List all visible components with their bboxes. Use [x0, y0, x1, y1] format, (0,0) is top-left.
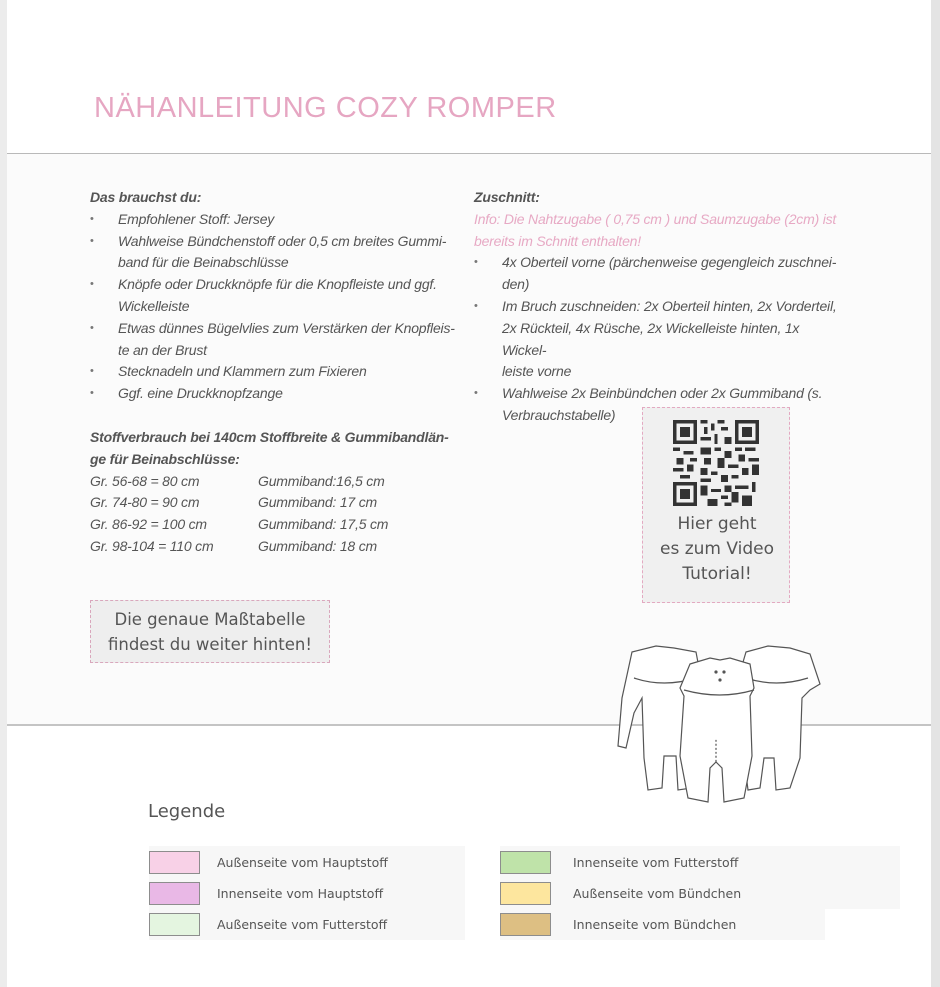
- legend-swatch: [500, 913, 551, 936]
- legend-title: Legende: [148, 801, 226, 822]
- needs-heading: Das brauchst du:: [90, 189, 202, 205]
- table-row: Gr. 56-68 = 80 cm Gummiband:16,5 cm: [90, 472, 385, 489]
- romper-illustration: [604, 638, 836, 810]
- table-row: Gr. 86-92 = 100 cm Gummiband: 17,5 cm: [90, 516, 389, 533]
- legend-item: Innenseite vom Futterstoff: [500, 850, 738, 874]
- legend-item: Innenseite vom Bündchen: [500, 912, 736, 936]
- list-item: • Etwas dünnes Bügelvlies zum Verstärken der Knopfleis- te an der Brust: [90, 318, 460, 362]
- qr-caption: Hier geht es zum Video Tutorial!: [659, 514, 774, 584]
- legend-item: Innenseite vom Hauptstoff: [149, 881, 383, 905]
- legend-swatch: [149, 913, 200, 936]
- qr-code-icon[interactable]: [673, 420, 759, 506]
- legend-item: Außenseite vom Bündchen: [500, 881, 741, 905]
- legend-swatch: [149, 851, 200, 874]
- cutting-heading: Zuschnitt:: [474, 189, 540, 205]
- cutting-list: [474, 252, 844, 426]
- right-column: [474, 187, 844, 427]
- size-table-note: Die genaue Maßtabelle findest du weiter hinten!: [90, 600, 330, 663]
- usage-table: [90, 471, 460, 558]
- qr-box[interactable]: [642, 407, 790, 603]
- list-item: • Ggf. eine Druckknopfzange: [90, 383, 460, 405]
- legend-item: Außenseite vom Futterstoff: [149, 912, 387, 936]
- usage-heading: Stoffverbrauch bei 140cm Stoffbreite & Gummibandlän- ge für Beinabschlüsse:: [90, 428, 449, 467]
- legend-swatch: [500, 882, 551, 905]
- left-column: [90, 187, 460, 558]
- document-page: [7, 0, 931, 987]
- needs-list: [90, 209, 460, 405]
- table-row: Gr. 98-104 = 110 cm Gummiband: 18 cm: [90, 537, 377, 554]
- table-row: Gr. 74-80 = 90 cm Gummiband: 17 cm: [90, 494, 377, 511]
- list-item: • Wahlweise 2x Beinbündchen oder 2x Gummiband (s. Verbrauchstabelle): [474, 383, 844, 427]
- legend-item: Außenseite vom Hauptstoff: [149, 850, 388, 874]
- legend-swatch: [500, 851, 551, 874]
- page-edge: [931, 0, 940, 987]
- info-note: Info: Die Nahtzugabe ( 0,75 cm ) und Saumzugabe (2cm) ist bereits im Schnitt enthalten!: [474, 210, 837, 249]
- list-item: • Knöpfe oder Druckknöpfe für die Knopfleiste und ggf. Wickelleiste: [90, 274, 460, 318]
- page-title: NÄHANLEITUNG COZY ROMPER: [94, 92, 557, 124]
- list-item: • 4x Oberteil vorne (pärchenweise gegengleich zuschnei- den): [474, 252, 844, 296]
- list-item: • Stecknadeln und Klammern zum Fixieren: [90, 361, 460, 383]
- list-item: • Empfohlener Stoff: Jersey: [90, 209, 460, 231]
- list-item: • Im Bruch zuschneiden: 2x Oberteil hinten, 2x Vorderteil, 2x Rückteil, 4x Rüsche, 2x Wickelleiste hinten, 1x Wickel- leiste vorne: [474, 296, 844, 383]
- legend-swatch: [149, 882, 200, 905]
- list-item: • Wahlweise Bündchenstoff oder 0,5 cm breites Gummi- band für die Beinabschlüsse: [90, 231, 460, 275]
